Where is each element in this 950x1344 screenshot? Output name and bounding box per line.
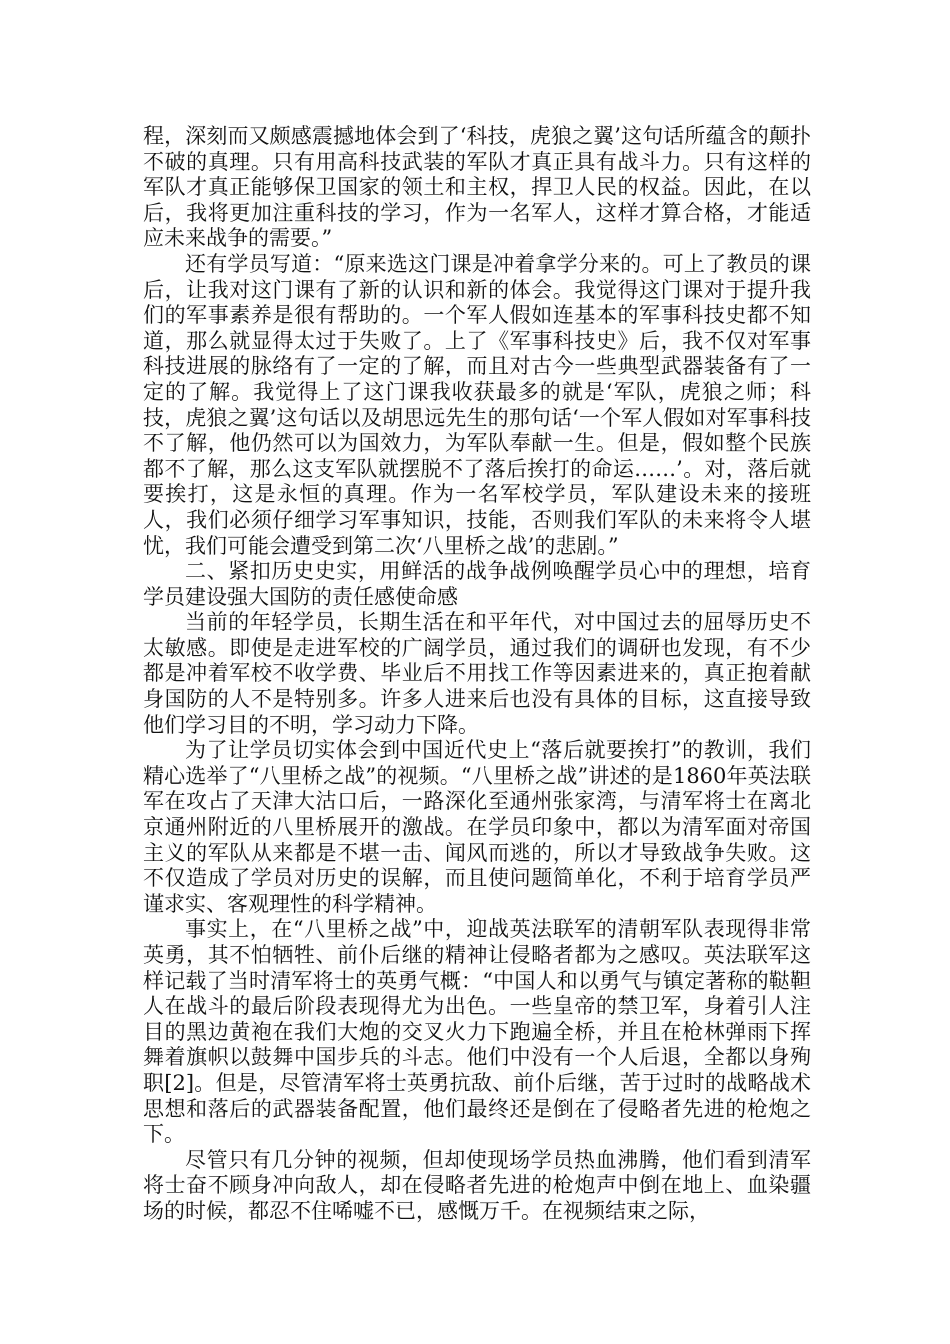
paragraph-6: 尽管只有几分钟的视频，但却使现场学员热血沸腾，他们看到清军将士奋不顾身冲向敌人，却在侵略者先进的枪炮声中倒在地上、血染疆场的时候，都忍不住唏嘘不已，感慨万千。在视频结束之际，	[143, 1147, 811, 1223]
document-body	[143, 124, 811, 1225]
paragraph-4: 为了让学员切实体会到中国近代史上“落后就要挨打”的教训，我们精心选举了“八里桥之战”的视频。“八里桥之战”讲述的是1860年英法联军在攻占了天津大沽口后，一路深化至通州张家湾，与清军将士在离北京通州附近的八里桥展开的激战。在学员印象中，都以为清军面对帝国主义的军队从来都是不堪一击、闻风而逃的，所以才导致战争失败。这不仅造成了学员对历史的误解，而且使问题简单化，不利于培育学员严谨求实、客观理性的科学精神。	[143, 738, 811, 916]
paragraph-5: 事实上，在“八里桥之战”中，迎战英法联军的清朝军队表现得非常英勇，其不怕牺牲、前仆后继的精神让侵略者都为之感叹。英法联军这样记载了当时清军将士的英勇气概：“中国人和以勇气与镇定著称的鞑靼人在战斗的最后阶段表现得尤为出色。一些皇帝的禁卫军，身着引人注目的黑边黄袍在我们大炮的交叉火力下跑遍全桥，并且在枪林弹雨下挥舞着旗帜以鼓舞中国步兵的斗志。他们中没有一个人后退，全都以身殉职[2]。但是，尽管清军将士英勇抗敌、前仆后继，苦于过时的战略战术思想和落后的武器装备配置，他们最终还是倒在了侵略者先进的枪炮之下。	[143, 917, 811, 1147]
section-heading: 二、紧扣历史史实，用鲜活的战争战例唤醒学员心中的理想，培育学员建设强大国防的责任感使命感	[143, 559, 811, 609]
paragraph-3: 当前的年轻学员，长期生活在和平年代，对中国过去的屈辱历史不太敏感。即使是走进军校的广阔学员，通过我们的调研也发现，有不少都是冲着军校不收学费、毕业后不用找工作等因素进来的，真正抱着献身国防的人不是特别多。许多人进来后也没有具体的目标，这直接导致他们学习目的不明，学习动力下降。	[143, 610, 811, 737]
paragraph-2: 还有学员写道：“原来选这门课是冲着拿学分来的。可上了教员的课后，让我对这门课有了新的认识和新的体会。我觉得这门课对于提升我们的军事素养是很有帮助的。一个军人假如连基本的军事科技史都不知道，那么就显得太过于失败了。上了《军事科技史》后，我不仅对军事科技进展的脉络有了一定的了解，而且对古今一些典型武器装备有了一定的了解。我觉得上了这门课我收获最多的就是‘军队，虎狼之师；科技，虎狼之翼’这句话以及胡思远先生的那句话‘一个军人假如对军事科技不了解，他仍然可以为国效力，为军队奉献一生。但是，假如整个民族都不了解，那么这支军队就摆脱不了落后挨打的命运……’。对，落后就要挨打，这是永恒的真理。作为一名军校学员，军队建设未来的接班人，我们必须仔细学习军事知识，技能，否则我们军队的未来将令人堪忧，我们可能会遭受到第二次‘八里桥之战’的悲剧。”	[143, 251, 811, 558]
paragraph-1: 程，深刻而又颇感震撼地体会到了‘科技，虎狼之翼’这句话所蕴含的颠扑不破的真理。只有用高科技武装的军队才真正具有战斗力。只有这样的军队才真正能够保卫国家的领土和主权，捍卫人民的权益。因此，在以后，我将更加注重科技的学习，作为一名军人，这样才算合格，才能适应未来战争的需要。”	[143, 124, 811, 251]
